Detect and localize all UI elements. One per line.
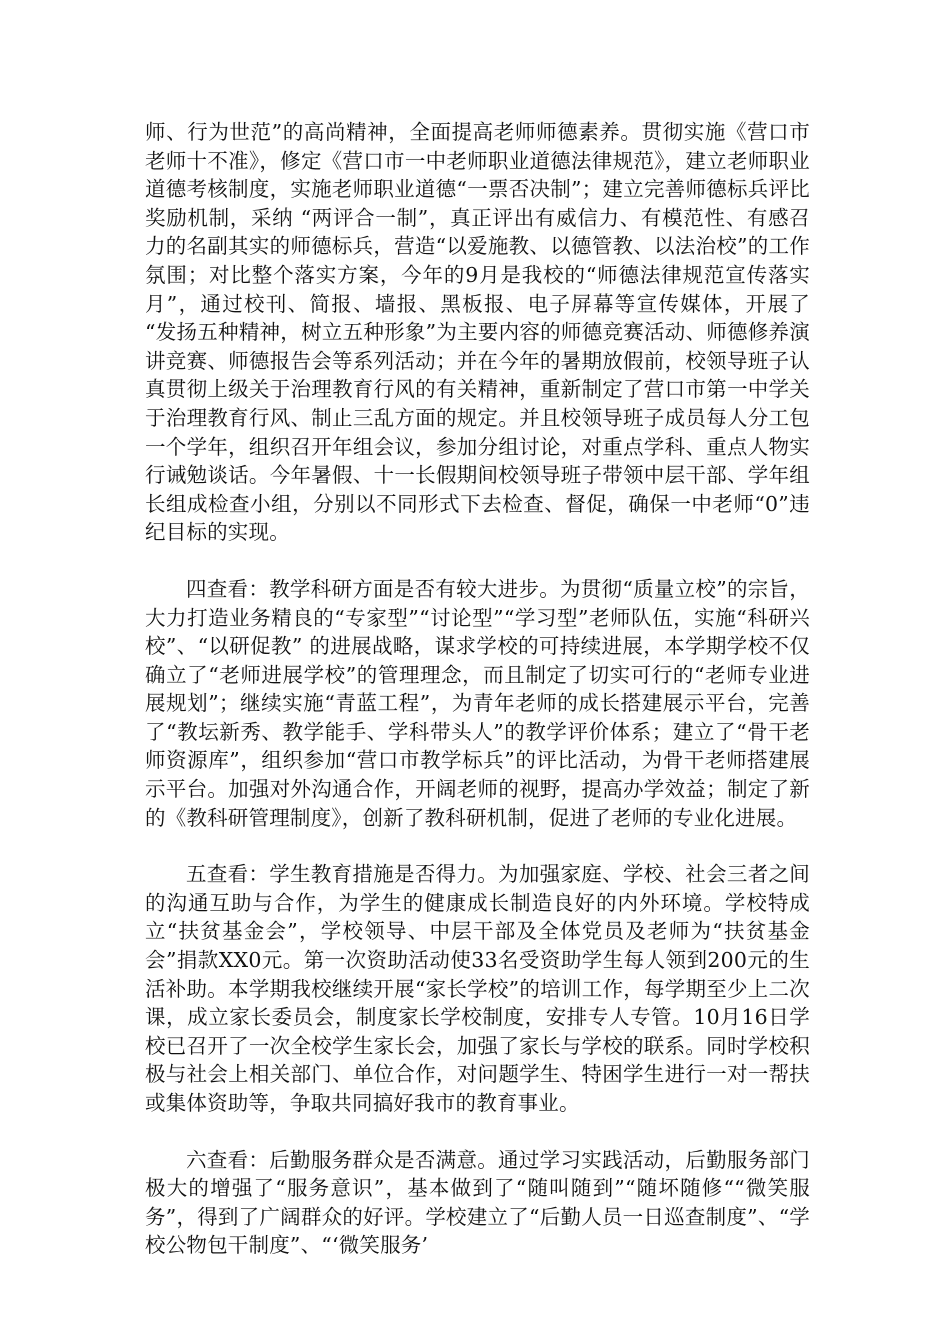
paragraph-teacher-ethics: 师、行为世范”的高尚精神，全面提高老师师德素养。贯彻实施《营口市老师十不准》，修定《营口市一中老师职业道德法律规范》，建立老师职业道德考核制度，实施老师职业道德“一票否决制”；建立完善师德标兵评比奖励机制，采纳 “两评合一制”，真正评出有威信力、有模范性、有感召力的名副其实的师德标兵，营造“以爱施教、以德管教、以法治校”的工作氛围；对比整个落实方案，今年的9月是我校的“师德法律规范宣传落实月”，通过校刊、简报、墙报、黑板报、电子屏幕等宣传媒体，开展了 “发扬五种精神，树立五种形象”为主要内容的师德竞赛活动、师德修养演讲竞赛、师德报告会等系列活动；并在今年的暑期放假前，校领导班子认真贯彻上级关于治理教育行风的有关精神，重新制定了营口市第一中学关于治理教育行风、制止三乱方面的规定。并且校领导班子成员每人分工包一个学年，组织召开年组会议，参加分组讨论，对重点学科、重点人物实行诫勉谈话。今年暑假、十一长假期间校领导班子带领中层干部、学年组长组成检查小组，分别以不同形式下去检查、督促，确保一中老师“0”违纪目标的实现。 <box>145 120 810 545</box>
document-body <box>145 118 810 1260</box>
paragraph-logistics-service: 六查看：后勤服务群众是否满意。通过学习实践活动，后勤服务部门极大的增强了“服务意识”，基本做到了“随叫随到”“随坏随修““微笑服务”，得到了广阔群众的好评。学校建立了“后勤人员一日巡查制度”、“学校公物包干制度”、“‘微笑服务’ <box>145 1147 810 1258</box>
paragraph-student-education: 五查看：学生教育措施是否得力。为加强家庭、学校、社会三者之间的沟通互助与合作，为学生的健康成长制造良好的内外环境。学校特成立“扶贫基金会”，学校领导、中层干部及全体党员及老师为“扶贫基金会”捐款XX0元。第一次资助活动使33名受资助学生每人领到200元的生活补助。本学期我校继续开展“家长学校”的培训工作，每学期至少上二次课，成立家长委员会，制度家长学校制度，安排专人专管。10月16日学校已召开了一次全校学生家长会，加强了家长与学校的联系。同时学校积极与社会上相关部门、单位合作，对问题学生、特困学生进行一对一帮扶或集体资助等，争取共同搞好我市的教育事业。 <box>145 862 810 1115</box>
paragraph-teaching-research: 四查看：教学科研方面是否有较大进步。为贯彻“质量立校”的宗旨，大力打造业务精良的“专家型”“讨论型”“学习型”老师队伍，实施“科研兴校”、“以研促教” 的进展战略，谋求学校的可持续进展，本学期学校不仅确立了“老师进展学校”的管理理念，而且制定了切实可行的“老师专业进展规划”；继续实施“青蓝工程”，为青年老师的成长搭建展示平台，完善了“教坛新秀、教学能手、学科带头人”的教学评价体系；建立了“骨干老师资源库”，组织参加“营口市教学标兵”的评比活动，为骨干老师搭建展示平台。加强对外沟通合作，开阔老师的视野，提高办学效益；制定了新的《教科研管理制度》，创新了教科研机制，促进了老师的专业化进展。 <box>145 576 810 830</box>
